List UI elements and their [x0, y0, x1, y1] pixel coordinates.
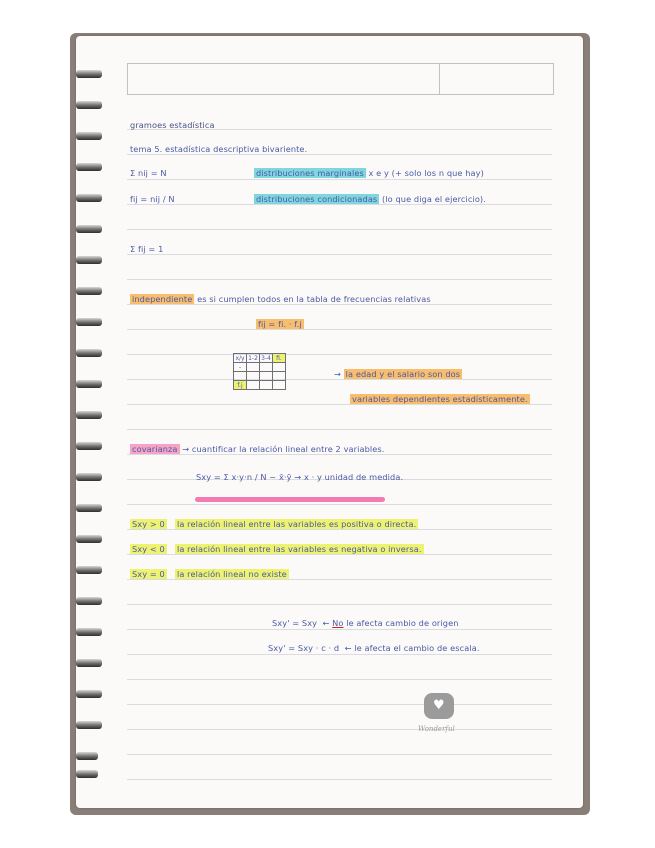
ruled-line	[127, 304, 552, 305]
formula-sum-fij: Σ fij = 1	[130, 244, 164, 254]
dependent-arrow: →	[334, 369, 341, 379]
table-cell	[247, 372, 260, 381]
conditional-label: distribuciones condicionadas	[256, 194, 378, 204]
spiral-ring	[76, 349, 102, 357]
spiral-ring	[76, 163, 102, 171]
table-cell	[247, 363, 260, 372]
spiral-ring	[76, 225, 102, 233]
covariance-text: → cuantificar la relación lineal entre 2 variables.	[182, 444, 385, 454]
spiral-ring	[76, 628, 102, 636]
spiral-ring	[76, 721, 102, 729]
sign-positive-label: Sxy > 0	[132, 519, 165, 529]
scale-formula: Sxy' = Sxy · c · d	[268, 643, 340, 653]
table-cell: f.j	[234, 381, 247, 390]
scale-text: le afecta el cambio de escala.	[354, 643, 480, 653]
ruled-line	[127, 779, 552, 780]
sign-positive-text: la relación lineal entre las variables es positiva o directa.	[176, 519, 417, 529]
ruled-line	[127, 204, 552, 205]
scale-change-line	[268, 643, 480, 653]
table-cell	[273, 372, 286, 381]
spiral-ring	[76, 752, 98, 760]
table-cell	[260, 381, 273, 390]
ruled-line	[127, 279, 552, 280]
ruled-line	[127, 629, 552, 630]
origin-text: le afecta cambio de origen	[346, 618, 459, 628]
spiral-ring	[76, 132, 102, 140]
dependent-text-1: la edad y el salario son dos	[345, 369, 461, 379]
spiral-ring	[76, 566, 102, 574]
table-cell: 1-2	[248, 354, 258, 362]
sign-negative-text: la relación lineal entre las variables es negativa o inversa.	[176, 544, 422, 554]
origin-change-line	[272, 618, 459, 628]
line-conditional	[254, 194, 486, 204]
spiral-ring	[76, 287, 102, 295]
spiral-ring	[76, 690, 102, 698]
ruled-line	[127, 654, 552, 655]
table-cell	[260, 372, 273, 381]
ruled-line	[127, 179, 552, 180]
table-cell	[247, 381, 260, 390]
table-cell: -	[234, 363, 247, 372]
line-independent	[130, 294, 431, 304]
marginal-label: distribuciones marginales	[256, 168, 364, 178]
pink-highlight-stroke	[195, 497, 385, 502]
ruled-line	[127, 604, 552, 605]
origin-no: No	[332, 618, 344, 628]
covariance-formula: Sxy = Σ x·y·n / N − x̄·ȳ	[196, 472, 292, 482]
spiral-ring	[76, 318, 102, 326]
table-cell: fi.	[273, 354, 286, 363]
covariance-arrow: →	[294, 472, 302, 482]
spiral-ring	[76, 659, 102, 667]
ruled-line	[127, 454, 552, 455]
dependent-text-2: variables dependientes estadísticamente.	[352, 394, 528, 404]
brand-logo-text: Wonderful	[418, 725, 455, 733]
ruled-line	[127, 554, 552, 555]
spiral-ring	[76, 535, 102, 543]
table-cell	[273, 381, 286, 390]
ruled-line	[127, 504, 552, 505]
ruled-line	[127, 354, 552, 355]
covariance-unit-symbol: x · y	[303, 472, 322, 482]
table-cell: 3-4	[261, 354, 271, 362]
sign-zero-label: Sxy = 0	[132, 569, 165, 579]
covariance-line	[130, 444, 384, 454]
ruled-line	[127, 154, 552, 155]
spiral-ring	[76, 770, 98, 778]
table-cell	[273, 363, 286, 372]
ruled-line	[127, 754, 552, 755]
origin-arrow: ←	[322, 618, 330, 628]
frequency-table	[233, 353, 286, 390]
ruled-line	[127, 704, 552, 705]
spiral-ring	[76, 256, 102, 264]
ruled-line	[127, 579, 552, 580]
spiral-ring	[76, 70, 102, 78]
independent-label: independiente	[132, 294, 193, 304]
spiral-ring	[76, 597, 102, 605]
heart-icon: ♥	[433, 698, 445, 713]
spiral-ring	[76, 411, 102, 419]
table-cell: x/y	[235, 354, 245, 362]
covariance-label: covarianza	[132, 444, 178, 454]
covariance-unit: unidad de medida.	[324, 472, 404, 482]
independence-formula: fij = fi. · f.j	[258, 319, 302, 329]
formula-sum-nij: Σ nij = N	[130, 168, 167, 178]
sign-zero-line	[130, 569, 289, 579]
spiral-ring	[76, 380, 102, 388]
marginal-rest: x e y (+ solo los n que hay)	[368, 168, 484, 178]
ruled-line	[127, 229, 552, 230]
spiral-ring	[76, 473, 102, 481]
ruled-line	[127, 254, 552, 255]
ruled-line	[127, 329, 552, 330]
spiral-ring	[76, 504, 102, 512]
covariance-formula-line	[196, 472, 403, 482]
header-box	[127, 63, 554, 95]
scale-arrow: ←	[344, 643, 352, 653]
ruled-line	[127, 429, 552, 430]
notes-title: gramoes estadística	[130, 120, 215, 130]
ruled-line	[127, 529, 552, 530]
spiral-ring	[76, 101, 102, 109]
spiral-ring	[76, 194, 102, 202]
line-marginal	[254, 168, 484, 178]
dependent-line-1	[334, 369, 462, 379]
ruled-line	[127, 404, 552, 405]
table-cell	[260, 363, 273, 372]
conditional-rest: (lo que diga el ejercicio).	[382, 194, 486, 204]
sign-zero-text: la relación lineal no existe	[176, 569, 287, 579]
independent-text: es si cumplen todos en la tabla de frecuencias relativas	[197, 294, 431, 304]
formula-fij: fij = nij / N	[130, 194, 175, 204]
ruled-line	[127, 379, 552, 380]
ruled-line	[127, 679, 552, 680]
ruled-line	[127, 729, 552, 730]
notebook-page	[76, 36, 583, 808]
table-cell	[234, 372, 247, 381]
sign-negative-label: Sxy < 0	[132, 544, 165, 554]
spiral-ring	[76, 442, 102, 450]
origin-formula: Sxy' = Sxy	[272, 618, 318, 628]
topic-line: tema 5. estadística descriptiva bivariente.	[130, 144, 308, 154]
sign-positive-line	[130, 519, 418, 529]
dependent-line-2	[350, 394, 530, 404]
sign-negative-line	[130, 544, 424, 554]
